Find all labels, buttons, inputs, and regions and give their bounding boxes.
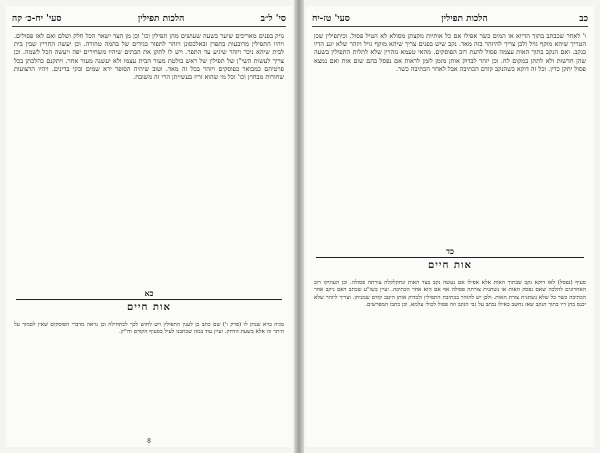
header-seif: סעי' יח-כ׳ קה [12, 13, 62, 24]
header-page-number: כב [579, 13, 588, 24]
book-gutter [294, 0, 304, 453]
section-divider [316, 257, 584, 258]
section-divider [16, 299, 282, 300]
page-header [12, 10, 286, 27]
left-page [6, 6, 292, 447]
header-title: הלכות תפילין [441, 13, 488, 24]
main-text: ו' לאחר שכבתב בתוך הדיוא או המים כשר אפילו אם כל אותיות מקצתן מסולא לא הטיל פסול. וכיתפילין שכן הטריך שיהא מוקף גויל ולכן צריך להיזהר בזה מאד. נקב שיש בפנים צריך שיהא מוקף גויל ויזהר שלא יגע הדיו בנקב. ואם הנקב בתוך האות עצמה פסול לדעת רוב הפוסקים. מהאי טעמא נזהרין שלא לתלות התפילין בשעה שהן חדשות ולא לתתן במקום לח. וכן יזהר לבדוק אותן מזמן לזמן לראות אם נפסל בהם שום אות ואם נמצא פסול יתקן כדין. וכל זה דוקא כשהנקב קודם הכתיבה אבל לאחר הכתיבה כשר. [314, 32, 586, 73]
end-mark: כא [144, 288, 154, 298]
right-page [306, 6, 594, 447]
section-title: אות חיים [127, 302, 171, 313]
header-title: הלכות תפילין [137, 13, 185, 24]
page-number: 8 [147, 438, 151, 445]
page-header [312, 10, 588, 27]
header-seif: סעי' טז-יח [312, 13, 350, 24]
main-text: נויק בפנים מאריכים שיער בשעה שעושים מהן תפילין וכו' וכן מן הצד ישאר הכל חלק ושלם ואם לאו פסולים. ויהיו התפילין מרובעות בתפרן ובאלכסונן ויזהר לתפור בגידים של בהמה טהורה. וכן יעשה החריץ שבין בית לבית שיהא ניכר ויזהר שיגיע עד התפר. ויש לו לתקן את הבתים שיהיו משחירים יפה ויעשה הכל לשמה. וכן צריך לעשות השי"ן של תפילין של ראש בולטת מעור הבית עצמו ולא יעשנה מעור אחר. ויתקנם כהלכתן בכל פרטיהם כמבואר בפוסקים ויזהר בכל זה מאד. וטוב שיהיה הסופר ירא שמים ובקי בדינים. ויהיו הרצועות שחורות מבחוץ וכו' וכל מי שהוא זריז בעשייתן הרי זה משובח. [14, 32, 284, 82]
header-siman: סי' ל״ב [260, 13, 286, 24]
section-title: אות חיים [428, 260, 472, 271]
commentary-text: מגיה ברא שנתן לו (פרק ו') שם כתב כן לענין התפילין ויש לחוש לכך לכתחילה וכן נראה מדברי הפוסקים שאין לסמוך על היתר זה אלא בשעת הדחק. ועיין עוד במה שכתבנו לעיל בסעיף הקודם ודו"ק. [14, 322, 284, 336]
end-mark: כד [446, 246, 454, 256]
commentary-text: סעיף (נפסל) לאו דוקא נקב שבתוך האות אלא אפילו אם נעשה נקב בצד האות ונתקלקלה צורתה פסולה. וכן העתיקו רוב האחרונים להלכה שאם נפסק האות או נשתנית צורתה פסולה אף אם הוא אחר הכתיבה. ועיין בשו"ע שכתב דאם ניקב אחר הכתיבה כשר כל שלא נשתנית צורת האות. ולכן יש להזהר בכתיבת התפילין ולבדוק אותן היטב קודם שמניחן. וצריך ליזהר שלא יכנס בהן דיו בתוך הנקב שאז נחשב כאילו נכתב על גבי הנקב וזה פסול לכולי עלמא. וכן כתבו המפרשים. [314, 280, 586, 309]
